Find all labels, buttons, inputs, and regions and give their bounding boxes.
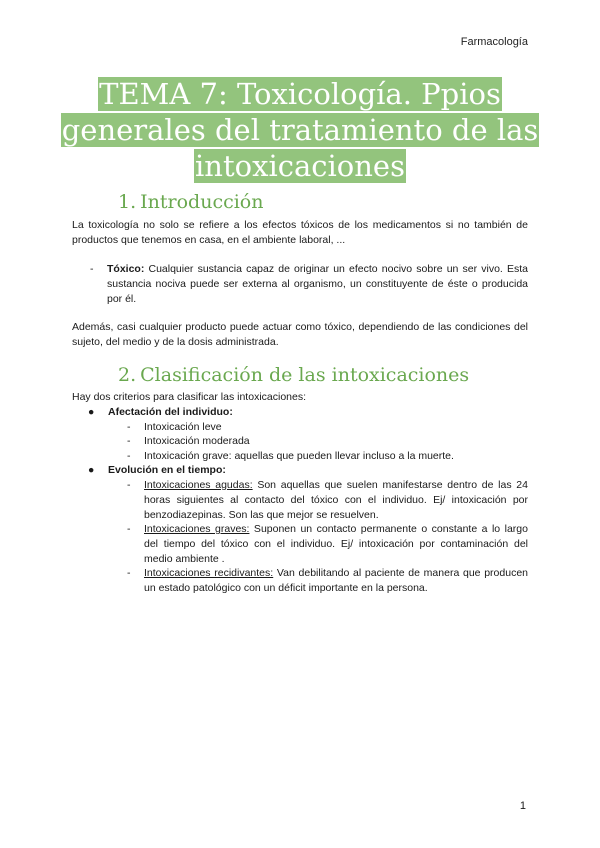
page-number: 1 (519, 800, 526, 812)
definition-item (90, 262, 528, 307)
list-item-text: Intoxicación grave: aquellas que pueden llevar incluso a la muerte. (144, 450, 454, 462)
list-item-text: Intoxicación moderada (144, 435, 250, 447)
list-item (127, 434, 528, 449)
section-title: Clasificación de las intoxicaciones (140, 364, 470, 386)
dash-marker: - (127, 450, 131, 462)
list-item-term: Intoxicaciones recidivantes: (144, 567, 274, 579)
page-title (60, 76, 540, 184)
intro-paragraph: La toxicología no solo se refiere a los efectos tóxicos de los medicamentos si no también de productos que tenemos en casa, en el ambiente laboral, ... (72, 219, 528, 246)
section-heading-introduccion (118, 191, 263, 213)
list-item (127, 478, 528, 523)
section-number: 1. (118, 191, 137, 213)
title-line-3: intoxicaciones (195, 149, 405, 183)
list-item-text: Intoxicación leve (144, 421, 222, 433)
closing-paragraph: Además, casi cualquier producto puede actuar como tóxico, dependiendo de las condiciones del sujeto, del medio y de la dosis administrada. (72, 321, 528, 348)
dash-marker: - (90, 263, 94, 275)
section-number: 2. (118, 364, 137, 386)
dash-marker: - (127, 479, 131, 491)
criterion-bullet (88, 463, 226, 478)
dash-marker: - (127, 523, 131, 535)
dash-marker: - (127, 421, 131, 433)
title-line-1: TEMA 7: Toxicología. Ppios (99, 77, 501, 111)
list-item-text: Son aquellas que suelen manifestarse dentro de las 24 horas siguientes al contacto del tóxico con el individuo. Ej/ intoxicación por benzodiazepinas. Son las que mejor se resuelven. (144, 479, 528, 521)
definition-text: Cualquier sustancia capaz de originar un efecto nocivo sobre un ser vivo. Esta sustancia nociva puede ser externa al organismo, un constituyente de éste o producida por él. (107, 263, 528, 305)
list-item (127, 566, 528, 596)
running-header: Farmacología (460, 36, 528, 48)
dash-marker: - (127, 567, 131, 579)
criterion-bullet (88, 405, 233, 420)
title-line-2: generales del tratamiento de las (61, 113, 539, 147)
list-item-term: Intoxicaciones graves: (144, 523, 250, 535)
definition-term: Tóxico: (107, 263, 145, 275)
list-item-term: Intoxicaciones agudas: (144, 479, 253, 491)
section-title: Introducción (140, 191, 264, 213)
list-item-text: Suponen un contacto permanente o constante a lo largo del tiempo del tóxico con el individuo. Ej/ intoxicación por contaminación del medio ambiente . (144, 523, 528, 565)
bullet-marker: ● (88, 406, 95, 418)
dash-marker: - (127, 435, 131, 447)
section-heading-clasificacion (118, 364, 469, 386)
criterion-label: Afectación del individuo: (108, 406, 233, 418)
list-item-text: Van debilitando al paciente de manera que producen un estado patológico con un déficit importante en la persona. (144, 567, 528, 594)
list-item (127, 420, 528, 435)
criteria-intro: Hay dos criterios para clasificar las intoxicaciones: (72, 391, 307, 403)
list-item (127, 522, 528, 567)
criterion-label: Evolución en el tiempo: (108, 464, 226, 476)
bullet-marker: ● (88, 464, 95, 476)
list-item (127, 449, 528, 464)
